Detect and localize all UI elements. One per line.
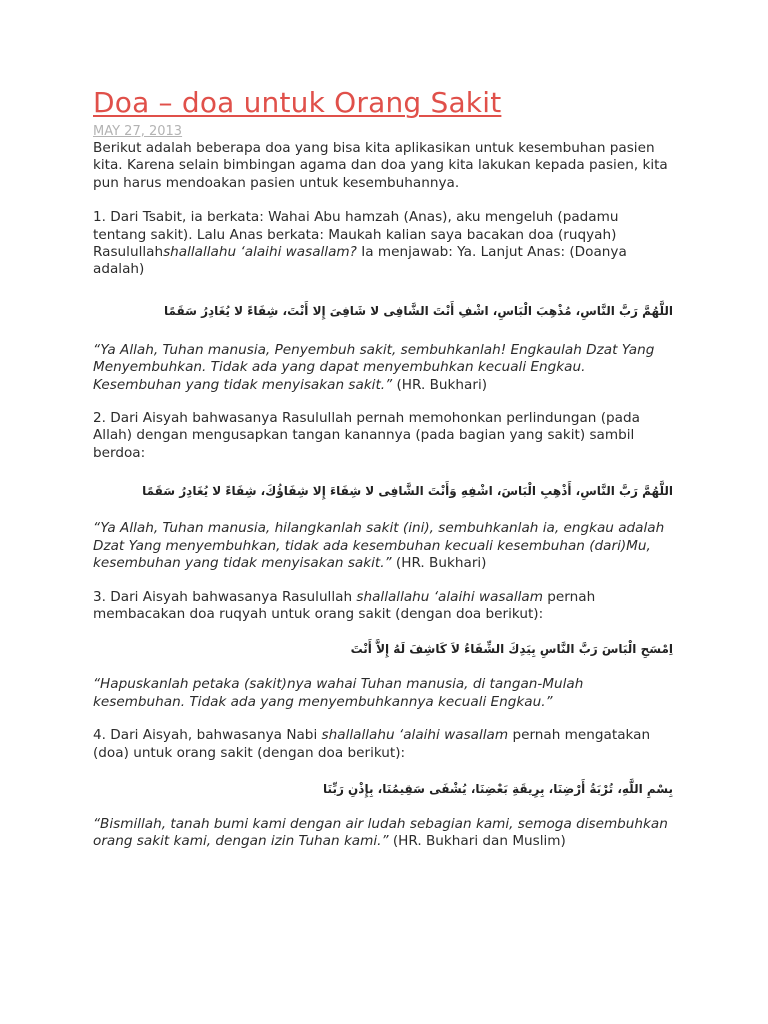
- hadith-2-translation: “Ya Allah, Tuhan manusia, hilangkanlah sakit (ini), sembuhkanlah ia, engkau adalah Dzat Yang menyembuhkan, tidak ada kesembuhan kecuali kesembuhan (dari)Mu, kesembuhan yang tidak menyisakan sakit.”: [93, 520, 665, 572]
- hadith-3-translation: “Hapuskanlah petaka (sakit)nya wahai Tuhan manusia, di tangan-Mulah kesembuhan. Tidak ada yang menyembuhkannya kecuali Engkau.”: [93, 676, 584, 710]
- hadith-4-post: pernah mengatakan (doa) untuk orang sakit (dengan doa berikut):: [93, 727, 651, 761]
- hadith-3-text: [93, 589, 673, 624]
- hadith-2-arabic: اللَّهُمَّ رَبَّ النَّاسِ، أَذْهِبِ الْبَاسَ، اشْفِهِ وَأَنْتَ الشَّافِى لا شِفَاءَ إِلا شِفَاؤُكَ، شِفَاءً لا يُغَادِرُ سَقَمًا: [142, 484, 673, 499]
- hadith-1-translation: “Ya Allah, Tuhan manusia, Penyembuh sakit, sembuhkanlah! Engkaulah Dzat Yang Menyembuhkan. Tidak ada yang dapat menyembuhkan kecuali Engkau. Kesembuhan yang tidak menyisakan sakit.”: [93, 341, 655, 393]
- hadith-4-arabic: بِسْمِ اللَّهِ، تُرْبَةُ أَرْضِنَا، بِرِيقَةِ بَعْضِنَا، يُشْفَى سَقِيمُنَا، بِإِذْنِ رَبِّنَا: [323, 781, 673, 796]
- hadith-2-quote: [93, 520, 673, 572]
- hadith-4-translation: “Bismillah, tanah bumi kami dengan air ludah sebagian kami, semoga disembuhkan orang sakit kami, dengan izin Tuhan kami.”: [93, 815, 668, 850]
- hadith-1-arabic: اللَّهُمَّ رَبَّ النَّاسِ، مُذْهِبَ الْبَاسِ، اشْفِ أَنْتَ الشَّافِى لا شَافِىَ إِلا أَنْتَ، شِفَاءً لا يُغَادِرُ سَقَمًا: [163, 303, 673, 318]
- intro-paragraph: Berikut adalah beberapa doa yang bisa kita aplikasikan untuk kesembuhan pasien kita. Karena selain bimbingan agama dan doa yang kita lakukan kepada pasien, kita pun harus mendoakan pasien untuk kesembuhannya.: [93, 140, 668, 191]
- hadith-3-quote: [93, 676, 673, 711]
- hadith-1-post: Ia menjawab: Ya. Lanjut Anas: (Doanya adalah): [93, 244, 627, 278]
- hadith-2-source: (HR. Bukhari): [391, 555, 487, 572]
- hadith-4-pre: 4. Dari Aisyah, bahwasanya Nabi: [93, 727, 322, 744]
- hadith-4-text: [93, 727, 673, 762]
- hadith-1-source: (HR. Bukhari): [392, 376, 488, 393]
- hadith-3-arabic: اِمْسَحِ الْبَاسَ رَبَّ النَّاسِ بِيَدِكَ الشِّفَاءُ لاَ كَاشِفَ لَهُ إِلاَّ أَنْتَ: [350, 642, 673, 657]
- hadith-1-text: [93, 209, 673, 279]
- hadith-1-quote: [93, 342, 673, 394]
- hadith-1-italic: shallallahu ‘alaihi wasallam?: [163, 244, 357, 261]
- article: [93, 86, 673, 851]
- hadith-2-text: [93, 410, 673, 462]
- hadith-3-pre: 3. Dari Aisyah bahwasanya Rasulullah: [93, 588, 357, 605]
- hadith-4-quote: [93, 816, 673, 851]
- post-date[interactable]: MAY 27, 2013: [93, 124, 183, 139]
- hadith-3-italic: shallallahu ‘alaihi wasallam: [356, 588, 543, 605]
- article-title[interactable]: Doa – doa untuk Orang Sakit: [93, 86, 502, 119]
- hadith-2-pre: 2. Dari Aisyah bahwasanya Rasulullah pernah memohonkan perlindungan (pada Allah) dengan mengusapkan tangan kanannya (pada bagian yang sakit) sambil berdoa:: [93, 410, 640, 461]
- hadith-1-pre: 1. Dari Tsabit, ia berkata: Wahai Abu hamzah (Anas), aku mengeluh (padamu tentang sakit). Lalu Anas berkata: Maukah kalian saya bacakan doa (ruqyah) Rasulullah: [93, 209, 619, 261]
- hadith-4-source: (HR. Bukhari dan Muslim): [388, 833, 566, 850]
- hadith-3-post: pernah membacakan doa ruqyah untuk orang sakit (dengan doa berikut):: [93, 588, 596, 622]
- hadith-4-italic: shallallahu ‘alaihi wasallam: [321, 727, 509, 744]
